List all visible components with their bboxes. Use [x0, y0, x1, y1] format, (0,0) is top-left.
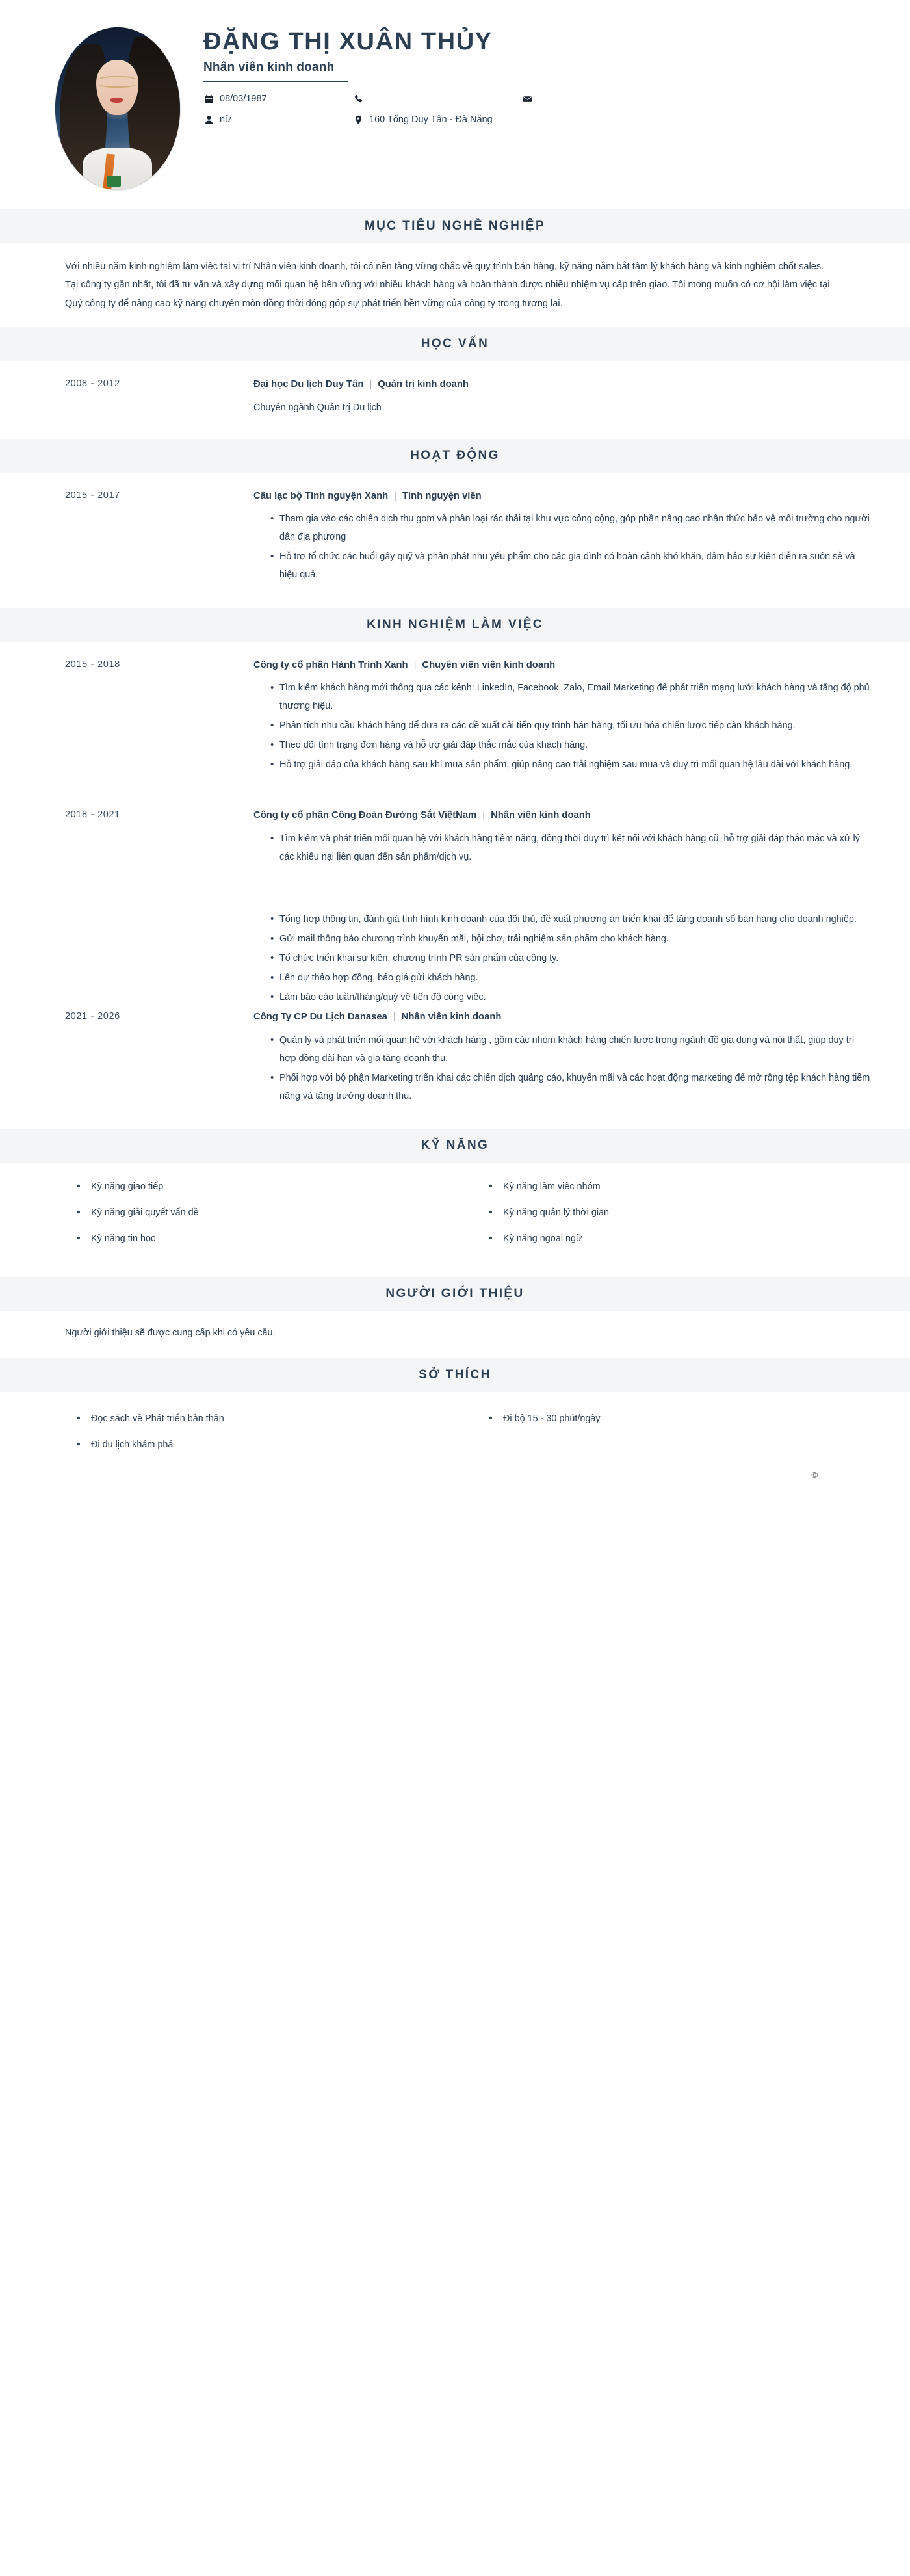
objective-text: Với nhiều năm kinh nghiệm làm việc tại vị trí Nhân viên kinh doanh, tôi có nền tảng vững chắc về quy trình bán hàng, kỹ năng nắm bắt tâm lý khách hàng và kinh nghiệm chốt sales. Tại công ty gần nhất, tôi đã tư vấn và xây dựng mối quan hệ bền vững với nhiều khách hàng và hoàn thành được nhiều nhiệm vụ cấp trên giao. Tôi mong muốn có cơ hội làm việc tại Quý công ty để nâng cao kỹ năng chuyên môn đồng thời đóng góp sự phát triển bền vững của công ty trong tương lai. — [65, 261, 830, 309]
list-item: • Kỹ năng giải quyết vấn đề — [72, 1205, 460, 1220]
experience-organization: Công ty cổ phần Công Đoàn Đường Sắt ViệtNam — [254, 810, 477, 821]
experience-headline — [254, 809, 872, 822]
headline-separator: | — [369, 379, 372, 390]
activity-end: 2017 — [98, 490, 120, 501]
section-body-hobbies — [0, 1392, 910, 1470]
contact-address — [353, 113, 910, 126]
activity-role: Tình nguyện viên — [402, 490, 482, 501]
list-item: • Đọc sách về Phát triển bản thân — [72, 1412, 460, 1426]
experience-role: Nhân viên kinh doanh — [401, 1012, 502, 1023]
candidate-job-title: Nhân viên kinh doanh — [203, 60, 335, 75]
experience-start: 2015 — [65, 659, 88, 670]
education-end: 2012 — [98, 378, 120, 389]
list-item: • Lên dự thảo hợp đồng, báo giá gửi khách hàng. — [270, 969, 872, 987]
section-title-experience: KINH NGHIỆM LÀM VIỆC — [367, 617, 543, 631]
avatar-face — [96, 60, 138, 115]
education-entry — [65, 378, 872, 416]
skills-column-right — [484, 1179, 872, 1257]
avatar-container — [31, 22, 203, 190]
experience-role: Nhân viên kinh doanh — [491, 810, 591, 821]
list-item: • Kỹ năng giao tiếp — [72, 1179, 460, 1194]
experience-start: 2021 — [65, 1011, 88, 1022]
section-title-activities: HOẠT ĐỘNG — [410, 448, 500, 462]
list-item: • Quản lý và phát triển mối quan hệ với khách hàng , gồm các nhóm khách hàng chiến lược trong ngành đồ gia dụng và nội thất, giúp duy trì hợp đồng dài hạn và gia tăng doanh thu. — [270, 1031, 872, 1068]
avatar-badge — [107, 176, 121, 187]
list-item: • Tìm kiếm khách hàng mới thông qua các kênh: LinkedIn, Facebook, Zalo, Email Marketing để phát triển mạng lưới khách hàng và tăng độ phủ thương hiệu. — [270, 679, 872, 715]
headline-separator: | — [394, 490, 397, 501]
avatar-glasses — [98, 76, 137, 88]
experience-end: 2021 — [98, 809, 120, 821]
experience-entry — [65, 1010, 872, 1107]
section-body-objective — [0, 243, 910, 327]
education-entry-body — [254, 378, 872, 416]
hobbies-column-left — [72, 1412, 460, 1464]
activity-bullets — [254, 510, 872, 584]
experience-end: 2018 — [98, 659, 120, 670]
section-band-objective — [0, 209, 910, 243]
list-item: • Hỗ trợ giải đáp của khách hàng sau khi mua sản phẩm, giúp nâng cao trải nghiệm sau mua và duy trì mối quan hệ lâu dài với khách hàng. — [270, 756, 872, 774]
section-title-references: NGƯỜI GIỚI THIỆU — [385, 1287, 525, 1301]
section-body-activities — [0, 473, 910, 608]
avatar — [55, 27, 180, 190]
candidate-name: ĐẶNG THỊ XUÂN THỦY — [203, 28, 493, 55]
skills-column-left — [72, 1179, 460, 1257]
experience-start: 2018 — [65, 809, 88, 821]
list-item: • Làm báo cáo tuần/tháng/quý về tiến độ công việc. — [270, 988, 872, 1006]
activity-organization: Câu lạc bộ Tình nguyện Xanh — [254, 490, 389, 501]
contact-gender — [203, 113, 353, 126]
headline-separator: | — [393, 1012, 396, 1023]
headline-separator: | — [482, 810, 486, 821]
activity-headline — [254, 490, 872, 503]
section-band-activities — [0, 439, 910, 473]
experience-bullets — [254, 679, 872, 774]
section-body-references — [0, 1311, 910, 1358]
experience-entry-body — [254, 1010, 872, 1107]
headline-separator: | — [413, 659, 417, 670]
section-body-experience — [0, 642, 910, 1129]
phone-icon — [353, 94, 363, 104]
list-item: • Đi du lịch khám phá — [72, 1438, 460, 1452]
education-note: Chuyên ngành Quản trị Du lịch — [254, 402, 382, 413]
list-item: • Gửi mail thông báo chương trình khuyến mãi, hội chợ, trải nghiệm sản phẩm cho khách hàng. — [270, 930, 872, 948]
section-title-skills: KỸ NĂNG — [421, 1138, 489, 1153]
experience-role: Chuyên viên viên kinh doanh — [422, 659, 556, 670]
section-band-experience — [0, 608, 910, 642]
map-pin-icon — [353, 114, 363, 125]
activity-start: 2015 — [65, 490, 88, 501]
calendar-icon — [203, 94, 214, 104]
list-item: • Kỹ năng quản lý thời gian — [484, 1205, 872, 1220]
header-divider — [203, 81, 348, 82]
experience-bullets — [254, 1031, 872, 1105]
experience-end: 2026 — [98, 1011, 120, 1022]
page-tail-space — [0, 1665, 910, 2042]
education-entry-dates: 2008 - 2012 — [65, 378, 120, 389]
list-item: • Tổng hợp thông tin, đánh giá tình hình kinh doanh của đối thủ, đề xuất phương án triển khai để tăng doanh số bán hàng cho doanh nghiệp. — [270, 910, 872, 928]
experience-entry — [65, 659, 872, 776]
section-body-education — [0, 361, 910, 438]
list-item: • Tìm kiếm và phát triển mối quan hệ với khách hàng tiềm năng, đồng thời duy trì kết nối với khách hàng cũ, hỗ trợ giải đáp thắc mắc và xử lý các khiếu nại liên quan đến sản phẩm/dịch vụ. — [270, 830, 872, 866]
activity-entry-dates: 2015 - 2017 — [65, 490, 120, 501]
experience-entry-dates: 2021 - 2026 — [65, 1011, 120, 1022]
list-item: • Phối hợp với bộ phận Marketing triển khai các chiến dịch quảng cáo, khuyến mãi và các hoạt động marketing để mở rộng tệp khách hàng tiềm năng và tăng trưởng doanh thu. — [270, 1069, 872, 1105]
experience-organization: Công Ty CP Du Lịch Danasea — [254, 1012, 387, 1023]
activity-entry — [65, 490, 872, 586]
experience-entry-dates: 2018 - 2021 — [65, 809, 120, 821]
education-start: 2008 — [65, 378, 88, 389]
header-info — [203, 22, 910, 126]
envelope-icon — [522, 94, 532, 104]
contact-address-value: 160 Tống Duy Tân - Đà Nẵng — [369, 114, 493, 125]
list-item: • Hỗ trợ tổ chức các buổi gây quỹ và phân phát nhu yếu phẩm cho các gia đình có hoàn cảnh khó khăn, đảm bảo sự kiện diễn ra suôn sẻ và hiệu quả. — [270, 547, 872, 584]
experience-entry-dates: 2015 - 2018 — [65, 659, 120, 670]
footer — [0, 1470, 910, 1665]
experience-organization: Công ty cổ phần Hành Trình Xanh — [254, 659, 408, 670]
contact-gender-value: nữ — [220, 114, 231, 125]
experience-entry-body — [254, 809, 872, 1008]
experience-entry-body — [254, 659, 872, 776]
experience-bullets — [254, 830, 872, 866]
contact-birthday-value: 08/03/1987 — [220, 94, 267, 105]
list-item: • Theo dõi tình trạng đơn hàng và hỗ trợ giải đáp thắc mắc của khách hàng. — [270, 736, 872, 754]
contact-email — [522, 92, 910, 105]
list-item: • Phân tích nhu cầu khách hàng để đưa ra các đề xuất cải tiến quy trình bán hàng, tối ưu hóa chiến lược tiếp cận khách hàng. — [270, 716, 872, 735]
experience-headline — [254, 659, 872, 672]
cv-header — [0, 0, 910, 209]
education-organization: Đại học Du lịch Duy Tân — [254, 379, 364, 390]
experience-headline — [254, 1010, 872, 1024]
list-item: • Tham gia vào các chiến dịch thu gom và phân loại rác thải tại khu vực công cộng, góp phần nâng cao nhận thức bảo vệ môi trường cho người dân địa phương — [270, 510, 872, 546]
section-band-education — [0, 327, 910, 361]
copyright-icon: © — [811, 1469, 818, 1480]
section-band-hobbies — [0, 1358, 910, 1392]
list-item: • Kỹ năng tin học — [72, 1231, 460, 1246]
section-title-education: HỌC VẤN — [421, 337, 489, 351]
section-title-hobbies: SỞ THÍCH — [419, 1367, 491, 1382]
person-icon — [203, 114, 214, 125]
experience-bullets-continued — [254, 910, 872, 1006]
hobbies-column-right — [484, 1412, 872, 1464]
section-band-skills — [0, 1129, 910, 1163]
list-item: • Kỹ năng làm việc nhóm — [484, 1179, 872, 1194]
list-item: • Đi bộ 15 - 30 phút/ngày — [484, 1412, 872, 1426]
bullet-spacer — [254, 867, 872, 910]
activity-entry-body — [254, 490, 872, 586]
education-role: Quản trị kinh doanh — [378, 379, 469, 390]
section-band-references — [0, 1277, 910, 1311]
experience-entry — [65, 809, 872, 1008]
contact-grid — [203, 92, 910, 126]
references-text: Người giới thiệu sẽ được cung cấp khi có yêu cầu. — [65, 1328, 276, 1339]
education-headline — [254, 378, 872, 391]
contact-birthday — [203, 92, 353, 105]
list-item: • Tổ chức triển khai sự kiện, chương trình PR sản phẩm của công ty. — [270, 949, 872, 967]
contact-phone — [353, 92, 522, 105]
section-title-objective: MỤC TIÊU NGHỀ NGHIỆP — [364, 219, 546, 233]
section-body-skills — [0, 1163, 910, 1277]
list-item: • Kỹ năng ngoại ngữ — [484, 1231, 872, 1246]
